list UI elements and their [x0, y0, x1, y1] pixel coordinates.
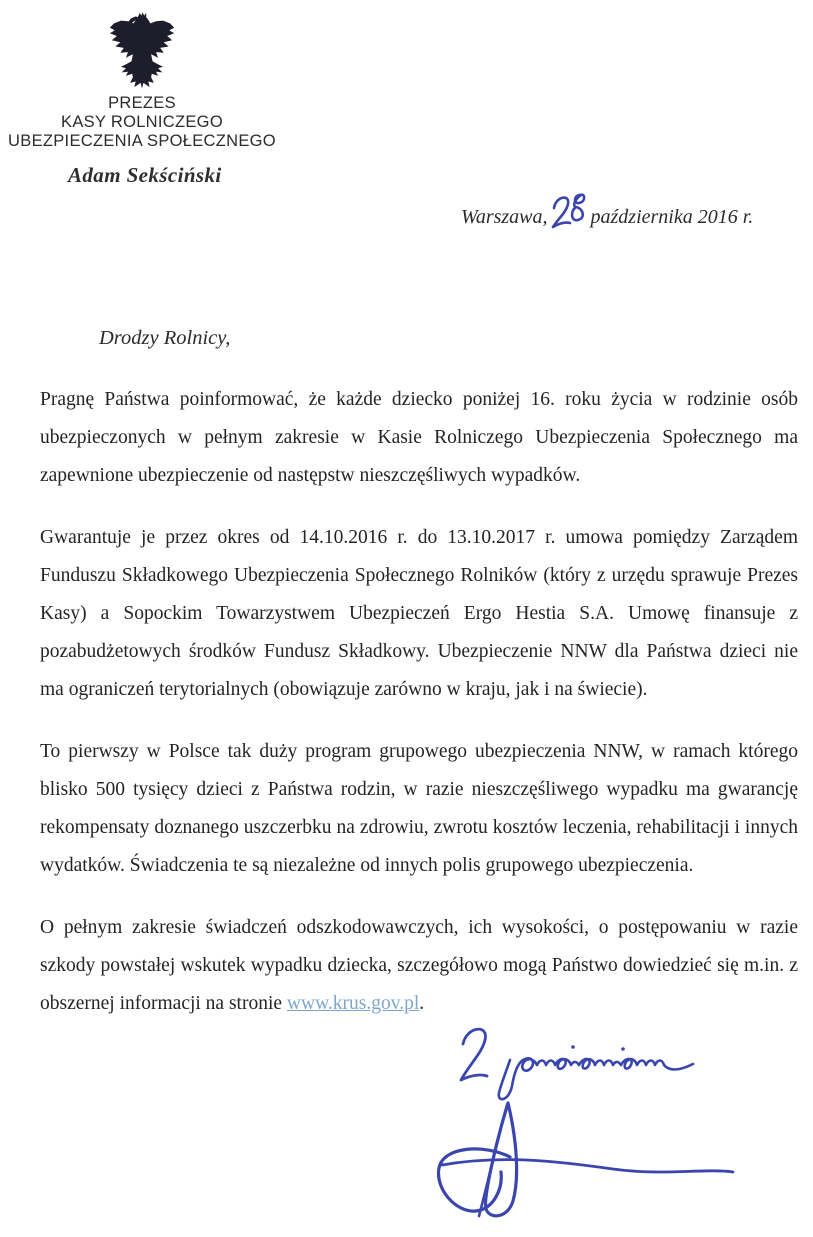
letterhead	[8, 10, 276, 151]
signature-left-loop	[439, 1149, 510, 1211]
paragraph	[40, 909, 798, 1023]
dateline	[461, 190, 753, 232]
krus-website-link[interactable]: www.krus.gov.pl	[286, 993, 420, 1014]
dateline-day-value	[591, 190, 592, 191]
letter-body	[40, 381, 798, 1023]
office-title-line: KASY ROLNICZEGO	[61, 113, 223, 131]
paragraph-text: O pełnym zakresie świadczeń odszkodowawczych, ich wysokości, o postępowaniu w razie szkody powstałej wskutek wypadku dziecka, szczegółowo mogą Państwo dowiedzieć się m.in. z obszernej informacji na stronie	[40, 917, 798, 1014]
dateline-city: Warszawa,	[461, 206, 548, 228]
office-title-line: UBEZPIECZENIA SPOŁECZNEGO	[8, 132, 276, 150]
polish-eagle-emblem	[107, 10, 177, 90]
handwritten-day-28	[548, 190, 590, 232]
author-name: Adam Sekściński	[68, 163, 222, 187]
paragraph-text: .	[419, 993, 425, 1014]
signature-block	[413, 1020, 798, 1237]
paragraph: Gwarantuje je przez okres od 14.10.2016 r. do 13.10.2017 r. umowa pomiędzy Zarządem Funduszu Składkowego Ubezpieczenia Społecznego Rolników (który z urzędu sprawuje Prezes Kasy) a Sopockim Towarzystwem Ubezpieczeń Ergo Hestia S.A. Umowę finansuje z pozabudżetowych środków Fundusz Składkowy. Ubezpieczenie NNW dla Państwa dzieci nie ma ograniczeń terytorialnych (obowiązuje zarówno w kraju, jak i na świecie).	[40, 527, 798, 700]
office-title-line: PREZES	[108, 94, 176, 112]
dateline-rest: października 2016 r.	[590, 206, 754, 228]
closing-text	[798, 1020, 799, 1021]
handwriting-z	[461, 1029, 487, 1080]
handwriting-powazaniem	[499, 1058, 693, 1099]
signature-horizontal-line	[442, 1160, 733, 1172]
handwritten-closing-and-signature	[413, 1020, 798, 1235]
paragraph: Pragnę Państwa poinformować, że każde dziecko poniżej 16. roku życia w rodzinie osób ubezpieczonych w pełnym zakresie w Kasie Rolniczego Ubezpieczenia Społecznego ma zapewnione ubezpieczenie od następstw nieszczęśliwych wypadków.	[40, 389, 798, 486]
salutation: Drodzy Rolnicy,	[99, 327, 231, 349]
paragraph: To pierwszy w Polsce tak duży program grupowego ubezpieczenia NNW, w ramach którego blisko 500 tysięcy dzieci z Państwa rodzin, w razie nieszczęśliwego wypadku ma gwarancję rekompensaty doznanego uszczerbku na zdrowiu, zwrotu kosztów leczenia, rehabilitacji i innych wydatków. Świadczenia te są niezależne od innych polis grupowego ubezpieczenia.	[40, 741, 798, 876]
